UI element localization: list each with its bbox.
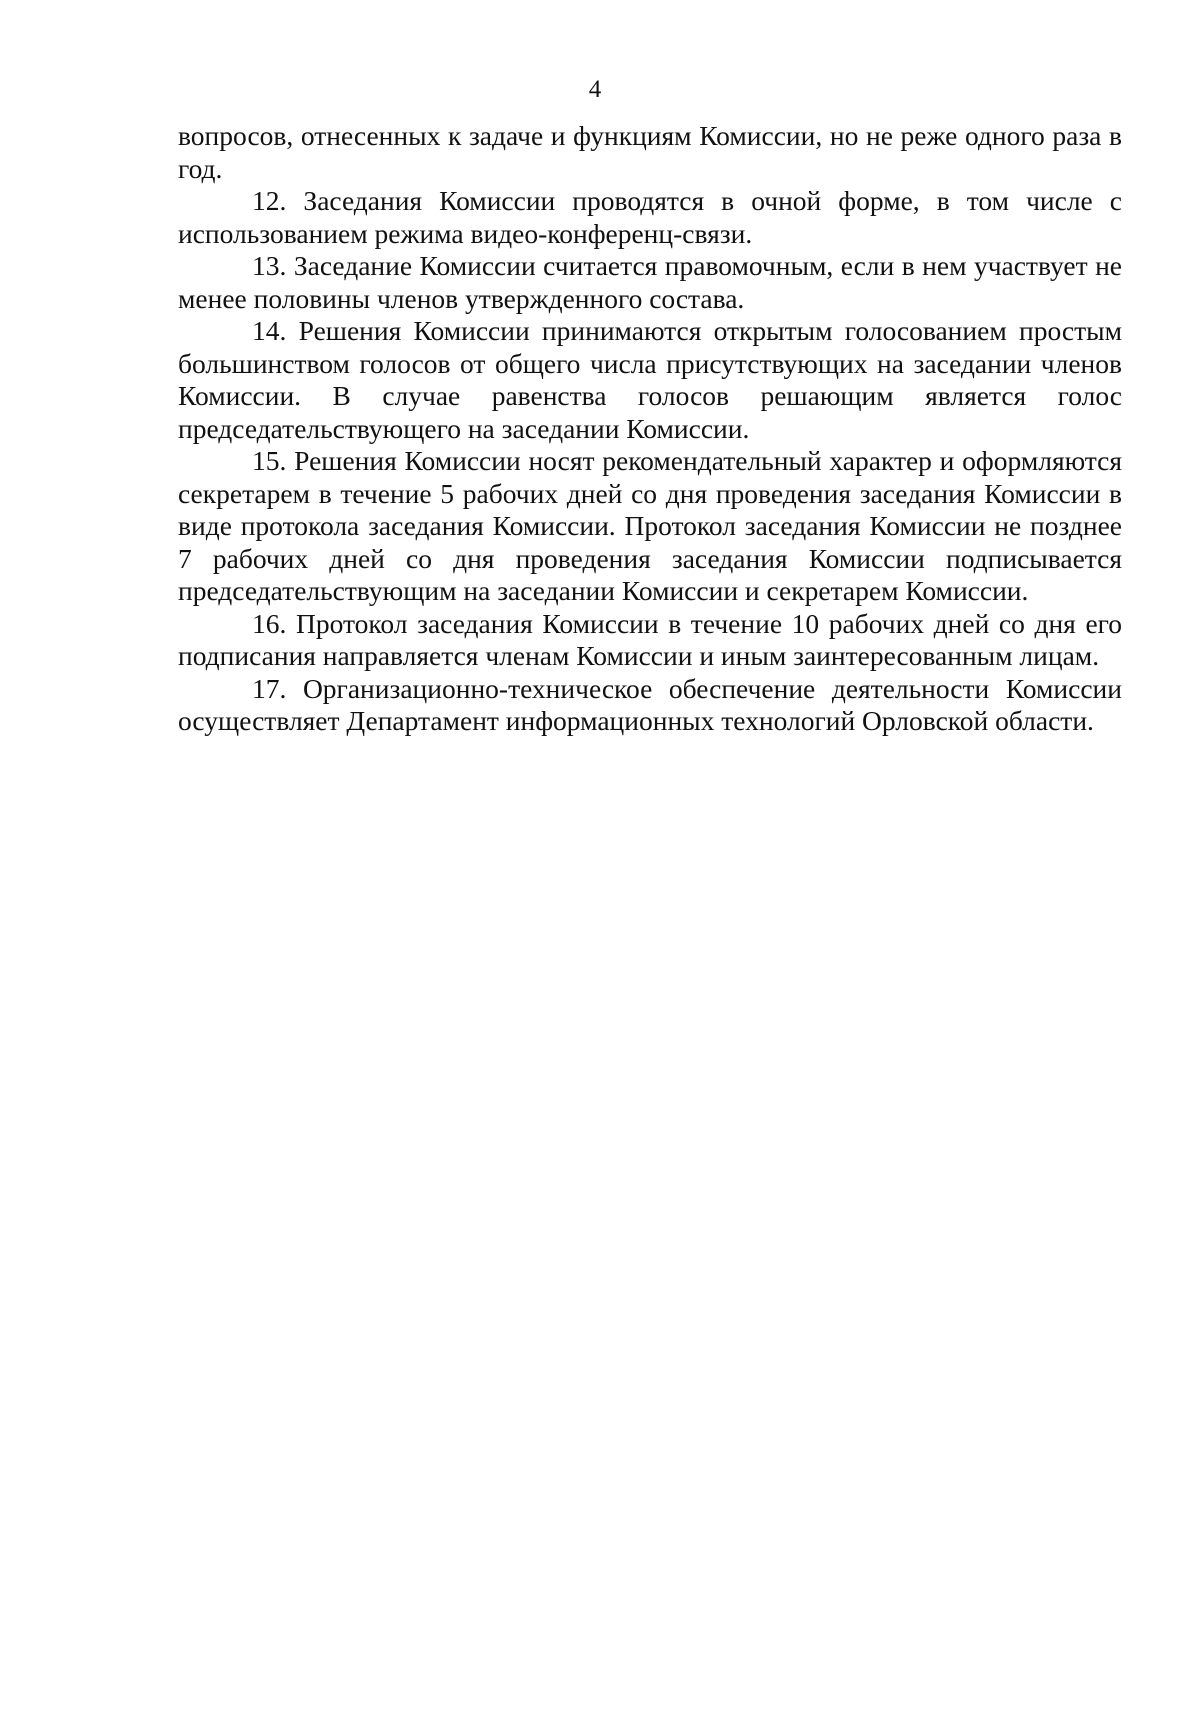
paragraph-item-13: 13. Заседание Комиссии считается правомочным, если в нем участвует не менее половины членов утвержденного состава. <box>178 250 1122 314</box>
page-number: 4 <box>588 76 602 103</box>
paragraph-item-14: 14. Решения Комиссии принимаются открытым голосованием простым большинством голосов от общего числа присутствующих на заседании членов Комиссии. В случае равенства голосов решающим является голос председательствующего на заседании Комиссии. <box>178 315 1122 444</box>
document-body <box>178 120 1122 738</box>
paragraph-item-12: 12. Заседания Комиссии проводятся в очной форме, в том числе с использованием режима видео-конференц-связи. <box>178 185 1122 249</box>
paragraph-continuation: вопросов, отнесенных к задаче и функциям Комиссии, но не реже одного раза в год. <box>178 120 1122 184</box>
paragraph-item-15: 15. Решения Комиссии носят рекомендательный характер и оформляются секретарем в течение 5 рабочих дней со дня проведения заседания Комиссии в виде протокола заседания Комиссии. Протокол заседания Комиссии не позднее 7 рабочих дней со дня проведения заседания Комиссии подписывается председательствующим на заседании Комиссии и секретарем Комиссии. <box>178 445 1122 606</box>
paragraph-item-16: 16. Протокол заседания Комиссии в течение 10 рабочих дней со дня его подписания направляется членам Комиссии и иным заинтересованным лицам. <box>178 607 1122 671</box>
paragraph-item-17: 17. Организационно-техническое обеспечение деятельности Комиссии осуществляет Департамент информационных технологий Орловской области. <box>178 672 1122 736</box>
